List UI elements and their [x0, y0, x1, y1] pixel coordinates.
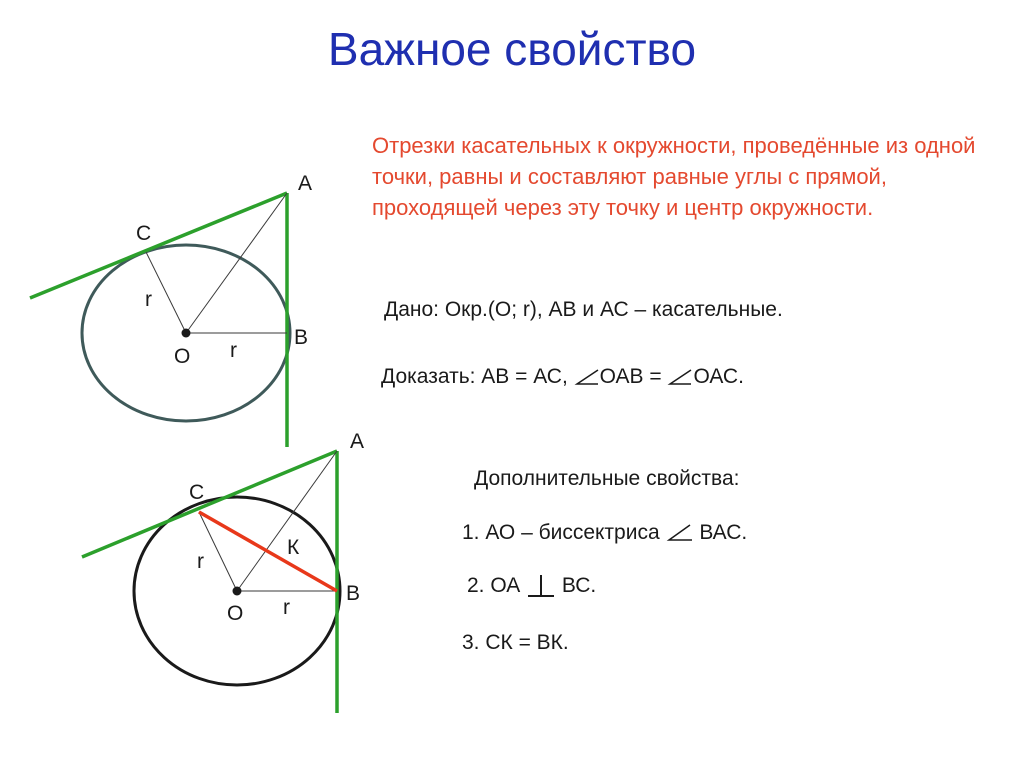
- theorem-text: Отрезки касательных к окружности, проведённые из одной точки, равны и составляют равные углы с прямой, проходящей через эту точку и центр окружности.: [372, 133, 976, 220]
- prove-prefix: Доказать: АВ = АС,: [381, 365, 568, 388]
- given-text: Дано: Окр.(О; r), АВ и АС – касательные.: [384, 298, 783, 321]
- label-c-2: С: [189, 481, 205, 504]
- property-3: 3. СК = ВК.: [462, 631, 569, 654]
- label-b-1: В: [294, 326, 309, 349]
- label-a-1: А: [298, 172, 313, 195]
- property-2-prefix: 2. ОА: [467, 574, 521, 597]
- prove-angle2: ОАС.: [693, 365, 744, 388]
- extra-heading: Дополнительные свойства:: [474, 467, 740, 490]
- label-c-1: С: [136, 222, 152, 245]
- label-o-1: О: [174, 345, 191, 368]
- prove-angle1: ОАВ =: [599, 365, 662, 388]
- label-a-2: А: [350, 430, 365, 453]
- figure-2: [82, 430, 364, 713]
- center-point-2: [233, 587, 242, 596]
- chord-cb: [199, 512, 337, 591]
- label-r-2a: r: [197, 550, 204, 573]
- label-k: К: [287, 536, 300, 559]
- slide-title: Важное свойство: [327, 23, 697, 75]
- figure-1: [30, 172, 312, 447]
- center-point-1: [182, 329, 191, 338]
- property-2-suffix: ВС.: [561, 574, 597, 597]
- label-r-1b: r: [230, 339, 237, 362]
- property-1-prefix: 1. АО – биссектриса: [462, 521, 660, 544]
- property-1-suffix: ВАС.: [699, 521, 748, 544]
- radius-oc-1: [146, 252, 186, 333]
- label-o-2: О: [227, 602, 244, 625]
- label-b-2: В: [346, 582, 361, 605]
- label-r-2b: r: [283, 596, 290, 619]
- tangent-ac-1: [30, 193, 287, 298]
- label-r-1a: r: [145, 288, 152, 311]
